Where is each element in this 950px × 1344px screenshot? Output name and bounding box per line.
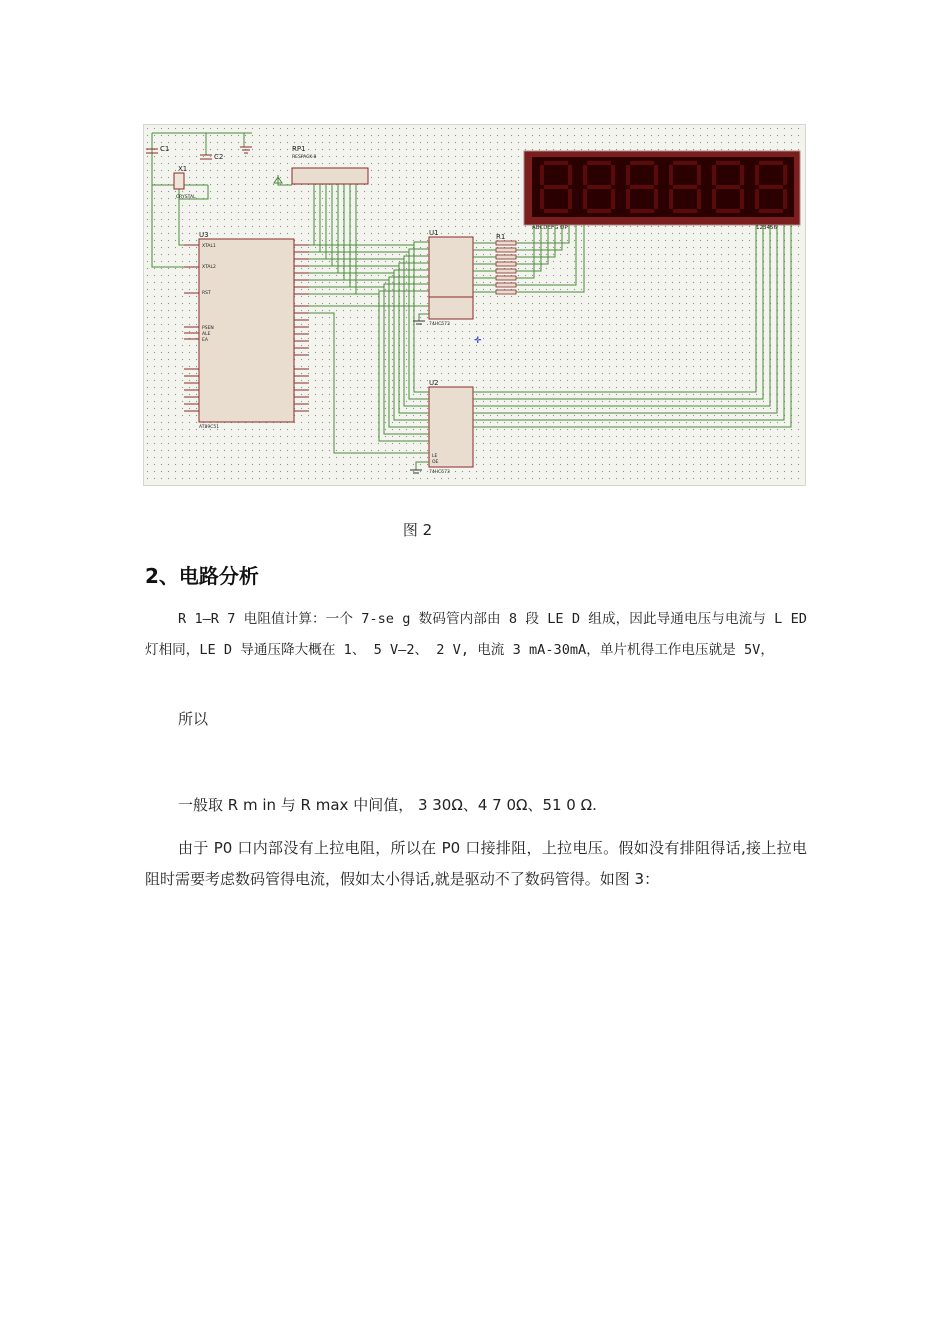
capacitor-symbols	[146, 147, 252, 189]
rst-label: RST	[202, 291, 211, 296]
u2-label: U2	[429, 379, 439, 387]
mcu-name-label: AT89C51	[199, 425, 220, 430]
x1-label: X1	[178, 165, 188, 173]
mcu-left-wires	[152, 245, 184, 267]
latch1-label: 74HC573	[429, 322, 450, 327]
ea-label: EA	[202, 338, 208, 343]
u2-le-label: LE	[432, 454, 438, 459]
c1-label: C1	[160, 145, 170, 153]
rp1-label: RP1	[292, 145, 306, 153]
latch2-label: 74HC573	[429, 470, 450, 475]
xtal1-label: XTAL1	[202, 244, 216, 249]
circuit-schematic	[143, 124, 806, 486]
respack-label: RESPACK-8	[292, 155, 317, 160]
paragraph-pullup: 由于 P0 口内部没有上拉电阻，所以在 P0 口接排阻，上拉电压。假如没有排阻得话,接上拉电阻时需要考虑数码管得电流，假如太小得话,就是驱动不了数码管得。如图 3：	[145, 839, 807, 888]
digit-pins-label: 123456	[756, 225, 777, 231]
probe-marker: ✛	[474, 336, 482, 346]
paragraph-resistor-values: 一般取 R m in 与 R max 中间值， 3 30Ω、4 7 0Ω、51 0 Ω.	[178, 796, 597, 814]
u1-latch	[429, 237, 473, 297]
paragraph-resistor-calc: R 1—R 7 电阻值计算：一个 7-se g 数码管内部由 8 段 LE D 组成，因此导通电压与电流与 L ED 灯相同，LE D 导通压降大概在 1、 5 V—2、 2 V, 电流 3 mA-30mA，单片机得工作电压就是 5V，	[145, 611, 807, 658]
psen-label: PSEN	[202, 326, 214, 331]
xtal2-label: XTAL2	[202, 265, 216, 270]
figure-caption: 图 2	[402, 521, 433, 539]
u3-label: U3	[199, 231, 209, 239]
segment-pins-label: ABCDEFG DP	[532, 225, 568, 231]
r1-label: R1	[496, 233, 506, 241]
c2-label: C2	[214, 153, 224, 161]
paragraph-therefore: 所以	[178, 710, 209, 728]
u1-label: U1	[429, 229, 439, 237]
ale-label: ALE	[202, 332, 211, 337]
schematic-drawing	[144, 125, 807, 487]
u2-oe-label: OE	[432, 460, 439, 465]
crystal-label: CRYSTAL	[176, 195, 196, 200]
section-heading: 2、电路分析	[145, 564, 259, 588]
rp1-respack	[292, 168, 368, 184]
ground-symbols	[410, 321, 425, 473]
r1-resistors	[496, 241, 516, 294]
